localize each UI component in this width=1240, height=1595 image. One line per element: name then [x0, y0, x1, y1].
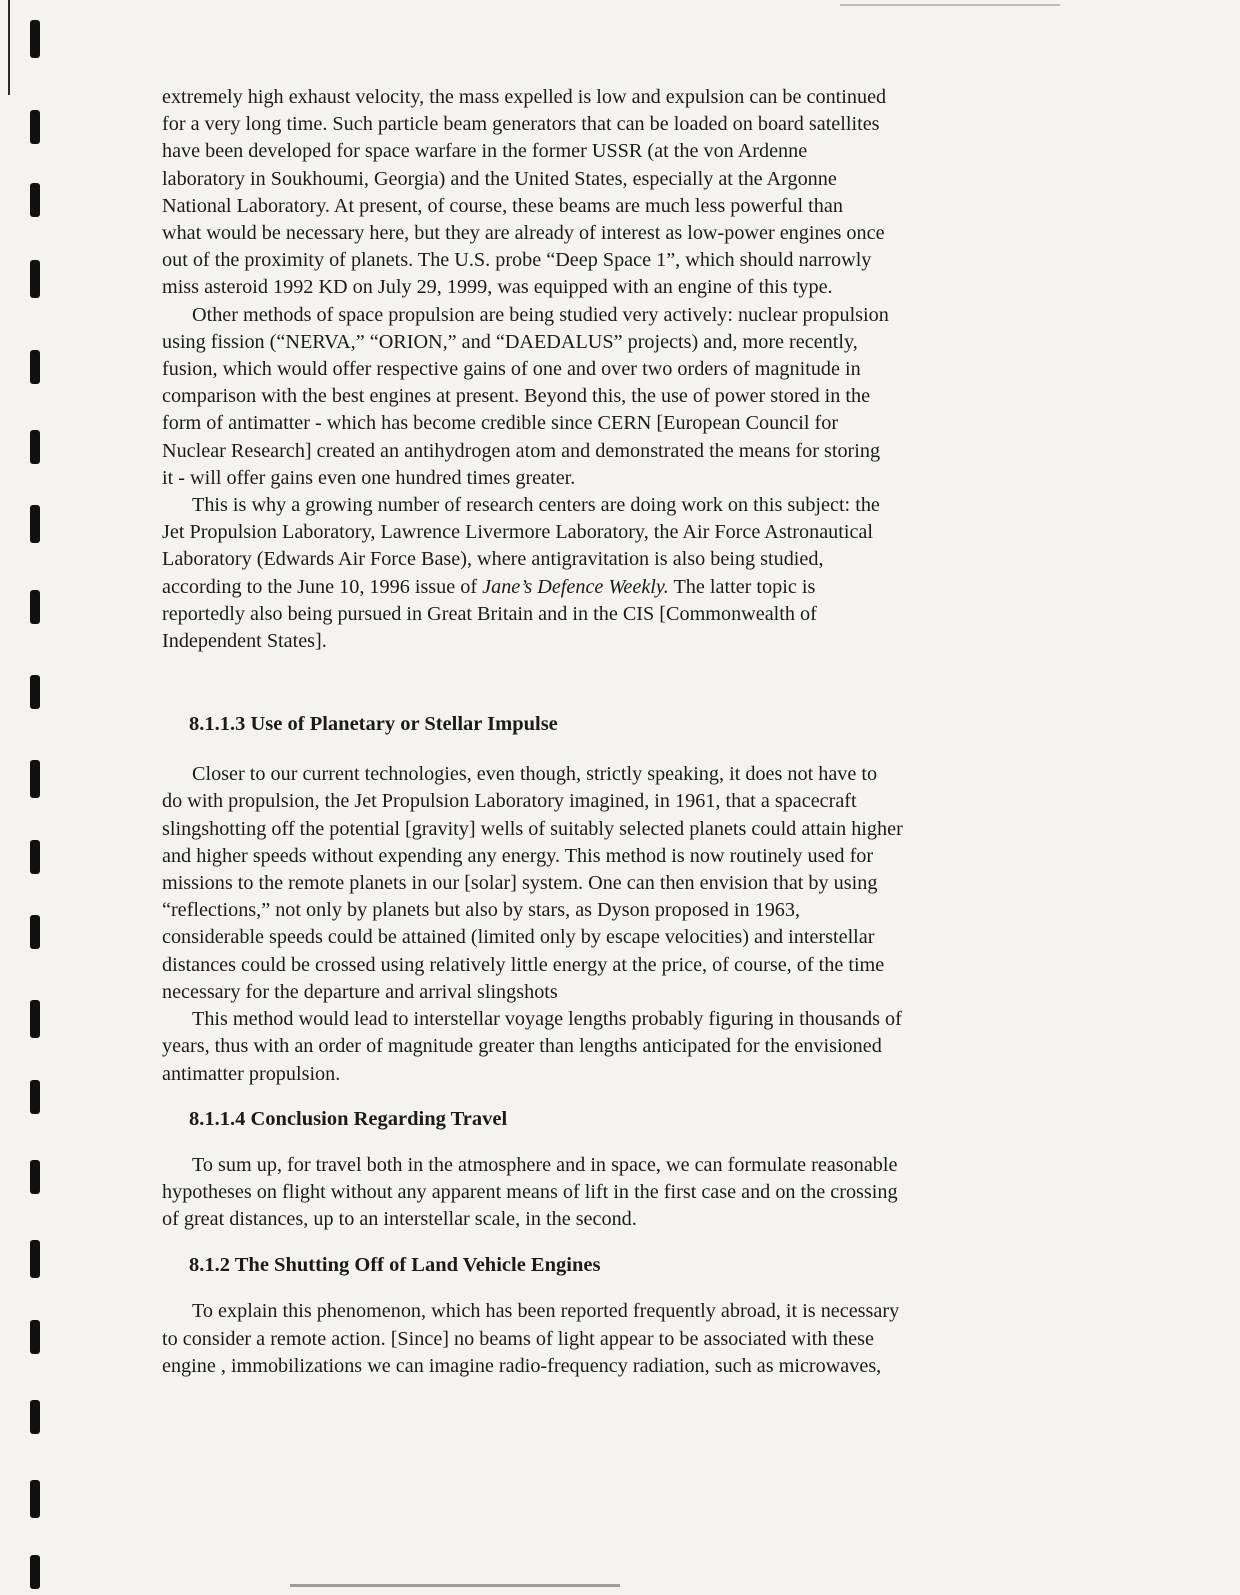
page-edge-line: [8, 0, 10, 95]
binding-punch-mark: [30, 1080, 40, 1114]
binding-punch-mark: [30, 1000, 40, 1038]
research-centers-text-end: The latter topic is reportedly also being pursued in Great Britain and in the CIS [Commonwealth of Independent States].: [162, 575, 817, 653]
binding-punch-mark: [30, 760, 40, 798]
binding-punch-mark: [30, 915, 40, 949]
binding-punch-mark: [30, 1480, 40, 1518]
binding-punch-mark: [30, 840, 40, 874]
janes-defence-weekly-title: Jane’s Defence Weekly.: [482, 575, 669, 598]
binding-punch-strip: [0, 0, 60, 1595]
section-heading-land-vehicle-engines: 8.1.2 The Shutting Off of Land Vehicle Engines: [189, 1254, 601, 1277]
paragraph-particle-beams: extremely high exhaust velocity, the mass expelled is low and expulsion can be continued for a very long time. Such particle beam generators that can be loaded on board satellites have been developed for space warfare in the former USSR (at the von Ardenne laboratory in Soukhoumi, Georgia) and the United States, especially at the Argonne National Laboratory. At present, of course, these beams are much less powerful than what would be necessary here, but they are already of interest as low-power engines once out of the proximity of planets. The U.S. probe “Deep Space 1”, which should narrowly miss asteroid 1992 KD on July 29, 1999, was equipped with an engine of this type.: [162, 86, 887, 299]
section-heading-conclusion-travel: 8.1.1.4 Conclusion Regarding Travel: [189, 1107, 508, 1130]
paragraph-conclusion: To sum up, for travel both in the atmosphere and in space, we can formulate reasonable hypotheses on flight without any apparent means of lift in the first case and on the crossing of great distances, up to an interstellar scale, in the second.: [162, 1153, 898, 1231]
research-centers-text: This is why a growing number of research centers are doing work on this subject: the Jet Propulsion Laboratory, Lawrence Livermore Laboratory, the Air Force Astronautical Laboratory (Edwards Air Force Base), where antigravitation is also being studied, according to the June 10, 1996 issue of: [162, 494, 880, 598]
section-heading-planetary-impulse: 8.1.1.3 Use of Planetary or Stellar Impulse: [189, 713, 558, 736]
binding-punch-mark: [30, 110, 40, 144]
binding-punch-mark: [30, 505, 40, 543]
paragraph-research-centers: [162, 492, 1047, 655]
binding-punch-mark: [30, 1160, 40, 1194]
paragraph-voyage-lengths: This method would lead to interstellar voyage lengths probably figuring in thousands of years, thus with an order of magnitude greater than lengths anticipated for the envisioned antimatter propulsion.: [162, 1008, 902, 1085]
binding-punch-mark: [30, 1320, 40, 1354]
binding-punch-mark: [30, 1555, 40, 1589]
binding-punch-mark: [30, 20, 40, 58]
binding-punch-mark: [30, 1240, 40, 1278]
binding-punch-mark: [30, 430, 40, 464]
binding-punch-mark: [30, 675, 40, 709]
document-body: [162, 84, 1047, 1380]
binding-punch-mark: [30, 260, 40, 298]
paragraph-slingshot: Closer to our current technologies, even though, strictly speaking, it does not have to do with propulsion, the Jet Propulsion Laboratory imagined, in 1961, that a spacecraft slingshotting off the potential [gravity] wells of suitably selected planets could attain higher and higher speeds without expending any energy. This method is now routinely used for missions to the remote planets in our [solar] system. One can then envision that by using “reflections,” not only by planets but also by stars, as Dyson proposed in 1963, considerable speeds could be attained (limited only by escape velocities) and interstellar distances could be crossed using relatively little energy at the price, of course, of the time necessary for the departure and arrival slingshots: [162, 763, 903, 1003]
binding-punch-mark: [30, 1400, 40, 1434]
top-scan-rule: [840, 4, 1060, 6]
binding-punch-mark: [30, 590, 40, 624]
binding-punch-mark: [30, 350, 40, 384]
bottom-scan-rule: [290, 1584, 620, 1587]
paragraph-other-propulsion: Other methods of space propulsion are being studied very actively: nuclear propulsion using fission (“NERVA,” “ORION,” and “DAEDALUS” projects) and, more recently, fusion, which would offer respective gains of one and over two orders of magnitude in comparison with the best engines at present. Beyond this, the use of power stored in the form of antimatter - which has become credible since CERN [European Council for Nuclear Research] created an antihydrogen atom and demonstrated the means for storing it - will offer gains even one hundred times greater.: [162, 303, 889, 489]
binding-punch-mark: [30, 183, 40, 217]
paragraph-remote-action: To explain this phenomenon, which has been reported frequently abroad, it is necessary to consider a remote action. [Since] no beams of light appear to be associated with these engine , immobilizations we can imagine radio-frequency radiation, such as microwaves,: [162, 1300, 900, 1377]
